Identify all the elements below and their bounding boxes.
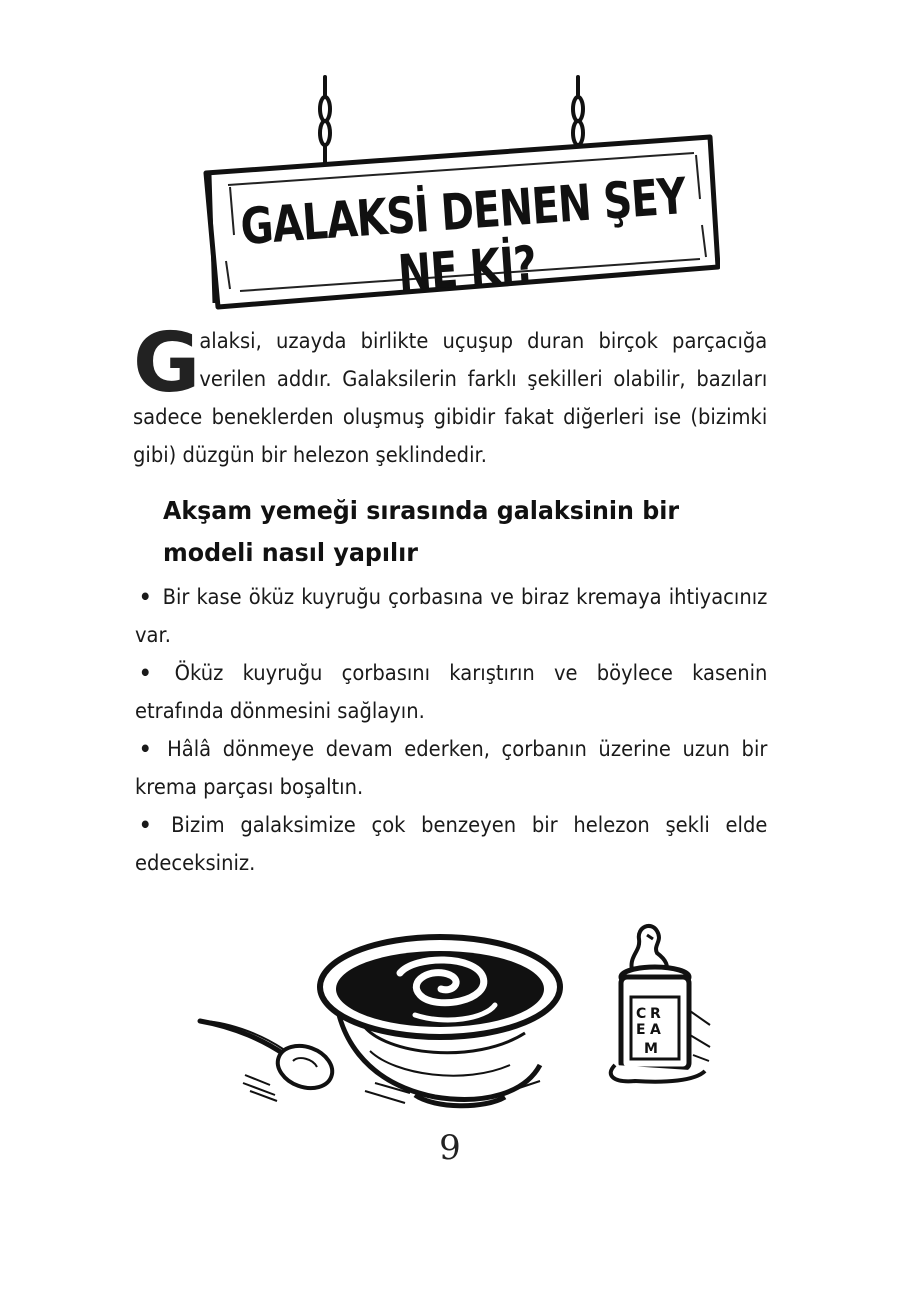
jar-label-letter: R xyxy=(650,1006,661,1022)
step-text: Hâlâ dönmeye devam ederken, çorbanın üzerine uzun bir krema parçası boşaltın. xyxy=(135,737,768,799)
jar-label-letter: A xyxy=(650,1022,661,1038)
steps-list xyxy=(135,578,767,882)
soup-illustration xyxy=(195,915,725,1115)
bullet-icon: • xyxy=(138,661,152,685)
title-sign xyxy=(200,75,720,315)
cream-jar-icon xyxy=(611,926,710,1082)
step-text: Öküz kuyruğu çorbasını karıştırın ve böylece kasenin etrafında dönmesini sağlayın. xyxy=(135,661,768,723)
list-item xyxy=(135,806,767,882)
page-title: GALAKSİ DENEN ŞEY NE Kİ? xyxy=(238,168,688,304)
jar-label-letter: E xyxy=(636,1022,646,1038)
recipe-heading: Akşam yemeği sırasında galaksinin bir modeli nasıl yapılır xyxy=(163,496,680,567)
list-item xyxy=(135,578,767,654)
step-text: Bir kase öküz kuyruğu çorbasına ve biraz kremaya ihtiyacınız var. xyxy=(135,585,768,647)
soup-bowl-icon xyxy=(320,937,560,1106)
intro-text: alaksi, uzayda birlikte uçuşup duran birçok parçacığa verilen addır. Galaksilerin farklı şekilleri olabilir, bazıları sadece beneklerden oluşmuş gibidir fakat diğerleri ise (bizimki gibi) düzgün bir helezon şeklindedir. xyxy=(133,329,768,467)
drop-cap: G xyxy=(133,316,201,411)
intro-paragraph xyxy=(133,316,768,474)
spoon-icon xyxy=(200,1021,338,1101)
jar-label-letter: C xyxy=(636,1006,647,1022)
page-number: 9 xyxy=(439,1128,461,1168)
bullet-icon: • xyxy=(138,813,152,837)
bullet-icon: • xyxy=(138,585,152,609)
step-text: Bizim galaksimize çok benzeyen bir helezon şekli elde edeceksiniz. xyxy=(135,813,768,875)
list-item xyxy=(135,730,767,806)
bullet-icon: • xyxy=(138,737,152,761)
jar-label-letter: M xyxy=(644,1041,658,1057)
list-item xyxy=(135,654,767,730)
